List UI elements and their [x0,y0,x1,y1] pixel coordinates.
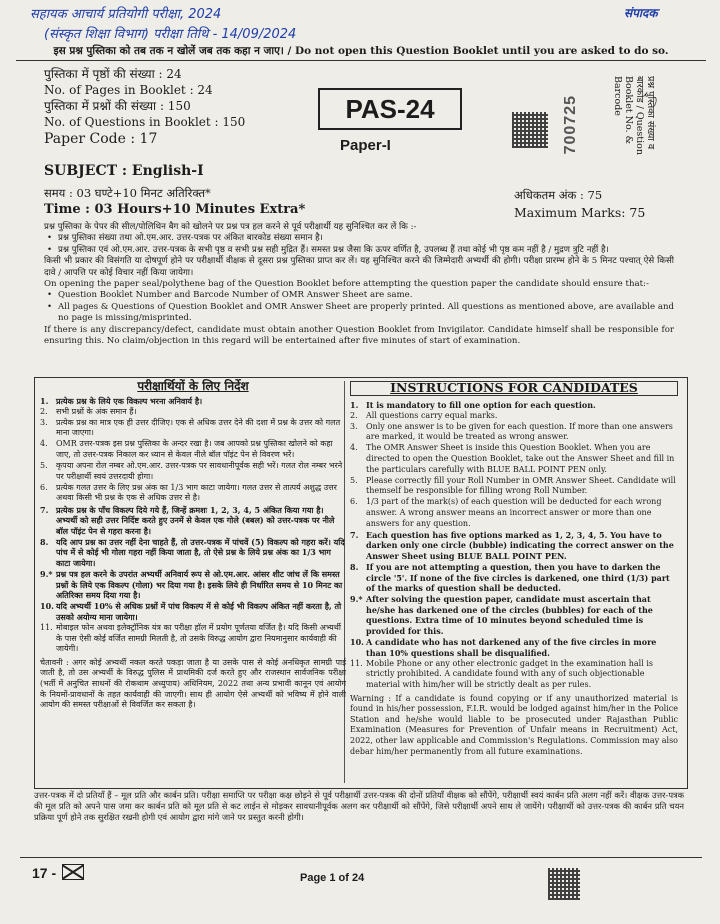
instruction-text: Please correctly fill your Roll Number in OMR Answer Sheet. Candidate will themself be responsible for filling wrong Roll Number. [366,475,676,496]
instruction-number: 1. [350,399,359,410]
instruction-number: 8. [350,562,359,572]
instruction-number: 2. [350,410,358,420]
booklet-serial-number: 700725 [562,95,579,155]
instruction-text: After solving the question paper, candidate must ascertain that he/she has darkened one of the circles (bubbles) for each of the questions. Extra time of 10 minutes beyond scheduled time is provided for this. [366,594,653,637]
right-instruction-item [350,476,678,497]
pre-exam-instructions [44,222,674,347]
instruction-number: 6. [40,482,48,492]
left-instruction-item [40,461,346,482]
time-hi: समय : 03 घण्टे+10 मिनट अतिरिक्त* [44,186,211,200]
intro-para-hi: प्रश्न पुस्तिका के पेपर की सील/पोलिथिन बैग को खोलने पर प्रश्न पत्र हल करने से पूर्व परीक्षार्थी यह सुनिश्चित कर लें कि :- [44,222,417,232]
instruction-text: Mobile Phone or any other electronic gadget in the examination hall is strictly prohibited. A candidate found with any of such objectionable material with him/her will be strictly dealt as per rules. [366,658,653,690]
instruction-text: 1/3 part of the mark(s) of each question will be deducted for each wrong answer. A wrong answer means an incorrect answer or more than one answers for any question. [366,497,662,528]
instruction-number: 7. [40,504,49,515]
instruction-number: 11. [350,658,363,668]
instruction-text: यदि आप प्रश्न का उत्तर नहीं देना चाहते हैं, तो उत्तर-पत्रक में पांचवें (5) विकल्प को गहरा करें। यदि पांच में से कोई भी गोला गहरा नहीं किया जाता है, तो ऐसे प्रश्न के लिये प्रश्न अंक का 1/3 भाग काटा जायेगा। [56,536,345,568]
right-instruction-item [350,562,678,594]
instruction-text: प्रत्येक प्रश्न के पाँच विकल्प दिये गये हैं, जिन्हें क्रमशः 1, 2, 3, 4, 5 अंकित किया गया है। अभ्यर्थी को सही उत्तर निर्दिष्ट करते हुए उनमें से केवल एक गोले (बबल) को उत्तर-पत्रक पर नीले बॉल पॉइंट पेन से गहरा करना है। [56,504,335,536]
left-instruction-item [40,483,346,504]
instruction-text: All questions carry equal marks. [366,410,498,420]
footer-code-text: 17 - [32,865,57,881]
intro-bullet: • प्रश्न पुस्तिका संख्या तथा ओ.एम.आर. उत्तर-पत्रक पर अंकित बारकोड संख्या समान है। [44,233,674,244]
intro-bullet: • Question Booklet Number and Barcode Number of OMR Answer Sheet are same. [44,290,674,301]
left-instruction-item [40,623,346,655]
left-instruction-item [40,505,346,537]
instruction-text: Each question has five options marked as 1, 2, 3, 4, 5. You have to darken only one circle (bubble) indicating the correct answer on the Answer Sheet using BLUE BALL POINT PEN. [366,529,674,561]
envelope-icon [62,864,84,880]
questions-count-hi: पुस्तिका में प्रश्नों की संख्या : 150 [44,99,191,113]
right-instruction-item [350,443,678,475]
left-instruction-item [40,601,346,622]
footer-code [32,864,84,881]
paper-code: Paper Code : 17 [44,131,158,147]
instruction-number: 6. [350,497,358,507]
handwritten-note-line1: सहायक आचार्य प्रतियोगी परीक्षा, 2024 [30,7,222,22]
instruction-number: 4. [40,439,48,449]
instruction-text: प्रत्येक प्रश्न के लिये एक विकल्प भरना अनिवार्य है। [56,395,203,406]
left-instruction-item [40,569,346,601]
right-instruction-item [350,400,678,411]
instruction-text: मोबाइल फोन अथवा इलेक्ट्रॉनिक यंत्र का परीक्षा हॉल में प्रयोग पूर्णतया वर्जित है। यदि किसी अभ्यर्थी के पास ऐसी कोई वर्जित सामग्री मिलती है, तो उसके विरुद्ध आयोग द्वारा नियमानुसार कार्यवाही की जायेगी। [56,623,341,654]
left-instruction-item [40,407,346,418]
right-instruction-item [350,530,678,562]
handwritten-stamp: संपादक [624,6,658,20]
booklet-no-label: प्रश्न पुस्तिका संख्या व बारकोड / Question Booklet No. & Barcode [612,76,656,155]
left-instruction-item [40,537,346,569]
instruction-text: प्रत्येक गलत उत्तर के लिए प्रश्न अंक का 1/3 भाग काटा जायेगा। गलत उत्तर से तात्पर्य अशुद्ध उत्तर अथवा किसी भी प्रश्न के एक से अधिक उत्तर से है। [56,482,337,503]
warning-hindi: चेतावनी : अगर कोई अभ्यर्थी नकल करते पकड़ा जाता है या उसके पास से कोई अनधिकृत सामग्री पाई जाती है, तो उस अभ्यर्थी के विरुद्ध पुलिस में प्राथमिकी दर्ज करते हुए और राजस्थान सार्वजनिक परीक्षा (भर्ती में अनुचित साधनों की रोकथाम अध्युपाय) अधिनियम, 2022 तथा अन्य प्रभावी कानून एवं आयोग के नियमों-प्रावधानों के तहत कार्यवाही की जाएगी। साथ ही आयोग ऐसे अभ्यर्थी को भविष्य में होने वाली आयोग की समस्त परीक्षाओं से विवर्जित कर सकता है। [40,657,346,710]
pas-code-box: PAS-24 [318,88,462,130]
do-not-open-warning: इस प्रश्न पुस्तिका को तब तक न खोलें जब तक कहा न जाए। / Do not open this Question Booklet until you are asked to do so. [16,44,706,61]
footer-qr-icon [548,868,580,900]
instruction-text: OMR उत्तर-पत्रक इस प्रश्न पुस्तिका के अन्दर रखा है। जब आपको प्रश्न पुस्तिका खोलने को कहा जाए, तो उत्तर-पत्रक निकाल कर ध्यान से केवल नीले बॉल पॉइंट पेन से विवरण भरें। [56,439,333,460]
right-instruction-item [350,659,678,691]
instruction-number: 7. [350,529,359,540]
paper-title: Paper-I [340,137,391,154]
instruction-text: If you are not attempting a question, then you have to darken the circle '5'. If none of the five circles is darkened, one third (1/3) part of the marks of question shall be deducted. [366,562,670,594]
right-instruction-item [350,637,678,658]
max-marks-hi: अधिकतम अंक : 75 [514,188,603,202]
time-en: Time : 03 Hours+10 Minutes Extra* [44,202,306,217]
instruction-number: 8. [40,536,49,547]
instruction-text: A candidate who has not darkened any of the five circles in more than 10% questions shall be disqualified. [366,637,657,658]
handwritten-note-line2: (संस्कृत शिक्षा विभाग) परीक्षा तिथि - 14/09/2024 [44,27,297,42]
instruction-text: कृपया अपना रोल नम्बर ओ.एम.आर. उत्तर-पत्रक पर सावधानीपूर्वक सही भरें। गलत रोल नम्बर भरने पर परीक्षार्थी स्वयं उत्तरदायी होगा। [56,461,343,481]
right-instruction-item [350,594,678,636]
instruction-number: 9.* [40,569,53,580]
instruction-number: 3. [350,421,358,431]
instructions-english [350,381,678,757]
left-instruction-item [40,396,346,407]
instruction-text: प्रश्न पत्र हल करने के उपरांत अभ्यर्थी अनिवार्य रूप से ओ.एम.आर. आंसर शीट जांच लें कि समस्त प्रश्नों के लिये एक विकल्प (गोला) भर दिया गया है। इसके लिये ही निर्धारित समय से 10 मिनट का अतिरिक्त समय दिया गया है। [56,569,343,601]
instruction-text: Only one answer is to be given for each question. If more than one answers are marked, it would be treated as wrong answer. [366,421,673,442]
instruction-number: 5. [350,475,358,485]
intro-para-hi: किसी भी प्रकार की विसंगति या दोषपूर्ण होने पर परीक्षार्थी वीक्षक से दूसरा प्रश्न पुस्तिका प्राप्त कर लें। यह सुनिश्चित करने की जिम्मेदारी अभ्यर्थी की होगी। परीक्षा प्रारम्भ होने के 5 मिनट पश्चात् ऐसे किसी दावे / आपत्ति पर कोई विचार नहीं किया जायेगा। [44,256,674,278]
intro-bullet: • प्रश्न पुस्तिका एवं ओ.एम.आर. उत्तर-पत्रक के सभी पृष्ठ व सभी प्रश्न सही मुद्रित हैं। समस्त प्रश्न जैसा कि ऊपर वर्णित है, उपलब्ध हैं तथा कोई भी पृष्ठ कम नहीं है / मुद्रण त्रुटि नहीं है। [44,245,674,256]
pages-count-en: No. of Pages in Booklet : 24 [44,83,213,97]
intro-para-en: On opening the paper seal/polythene bag of the Question Booklet before attempting the question paper the candidate should ensure that:- [44,279,649,290]
right-instruction-item [350,497,678,529]
left-instruction-item [40,439,346,460]
instruction-number: 5. [40,461,48,471]
instruction-text: The OMR Answer Sheet is inside this Question Booklet. When you are directed to open the Question Booklet, take out the Answer Sheet and fill in the particulars carefully with BLUE BALL POINT PEN only. [366,443,675,474]
instruction-text: यदि अभ्यर्थी 10% से अधिक प्रश्नों में पांच विकल्प में से कोई भी विकल्प अंकित नहीं करता है, तो उसको अयोग्य माना जायेगा। [56,601,342,622]
instruction-number: 3. [40,417,48,427]
instruction-number: 2. [40,406,48,416]
questions-count-en: No. of Questions in Booklet : 150 [44,115,246,129]
page-number: Page 1 of 24 [300,872,365,884]
instructions-english-heading: INSTRUCTIONS FOR CANDIDATES [350,381,678,396]
instruction-number: 10. [40,601,54,612]
instruction-number: 1. [40,395,49,406]
instruction-number: 10. [350,637,364,648]
instruction-text: सभी प्रश्नों के अंक समान हैं। [56,406,137,416]
instruction-text: प्रत्येक प्रश्न का मात्र एक ही उत्तर दीजिए। एक से अधिक उत्तर देने की दशा में प्रश्न के उत्तर को गलत माना जाएगा। [56,417,341,438]
intro-bullet: • All pages & Questions of Question Booklet and OMR Answer Sheet are properly printed. All questions as mentioned above, are available and no page is missing/misprinted. [44,302,674,325]
warning-english: Warning : If a candidate is found copying or if any unauthorized material is found in his/her possession, F.I.R. would be lodged against him/her in the Police Station and he/she would liable to be prosecuted under Rajasthan Public Examination (Measures for Prevention of Unfair means in Recruitment) Act, 2022, other law applicable and Commission's Regulations. Commission may also debar him/her permanently from all future examinations. [350,693,678,756]
subject-line: SUBJECT : English-I [44,163,204,179]
instructions-hindi-heading: परीक्षार्थियों के लिए निर्देश [137,379,249,393]
booklet-metadata [44,66,245,148]
instruction-text: It is mandatory to fill one option for each question. [366,399,596,410]
instruction-number: 9.* [350,594,363,605]
pages-count-hi: पुस्तिका में पृष्ठों की संख्या : 24 [44,67,182,81]
left-instruction-item [40,418,346,439]
barcode-qr-icon [512,112,548,148]
instruction-number: 11. [40,623,53,633]
right-instruction-item [350,411,678,422]
intro-para-en: If there is any discrepancy/defect, candidate must obtain another Question Booklet from Invigilator. Candidate himself shall be responsible for ensuring this. No claim/objection in this regard will be entertained after five minutes of start of examination. [44,324,674,347]
instruction-number: 4. [350,443,358,453]
answer-sheet-copy-note: उत्तर-पत्रक में दो प्रतियाँ हैं – मूल प्रति और कार्बन प्रति। परीक्षा समाप्ति पर परीक्षा कक्ष छोड़ने से पूर्व परीक्षार्थी उत्तर-पत्रक की दोनों प्रतियाँ वीक्षक को सौंपेंगे, परीक्षार्थी स्वयं कार्बन प्रति अलग नहीं करें। वीक्षक उत्तर-पत्रक की मूल प्रति को अपने पास जमा कर कार्बन प्रति को मूल प्रति से कट लाईन से मोड़कर सावधानीपूर्वक अलग कर परीक्षार्थी को सौंपेंगे, जिसे परीक्षार्थी अपने साथ ले जायेंगे। परीक्षार्थी को उत्तर-पत्रक की कार्बन प्रति चयन प्रक्रिया पूर्ण होने तक सुरक्षित रखनी होगी एवं आयोग द्वारा मांगे जाने पर प्रस्तुत करनी होगी। [34,790,684,823]
max-marks-en: Maximum Marks: 75 [514,205,646,220]
right-instruction-item [350,422,678,443]
footer-divider [20,857,702,858]
instructions-hindi [40,381,346,711]
